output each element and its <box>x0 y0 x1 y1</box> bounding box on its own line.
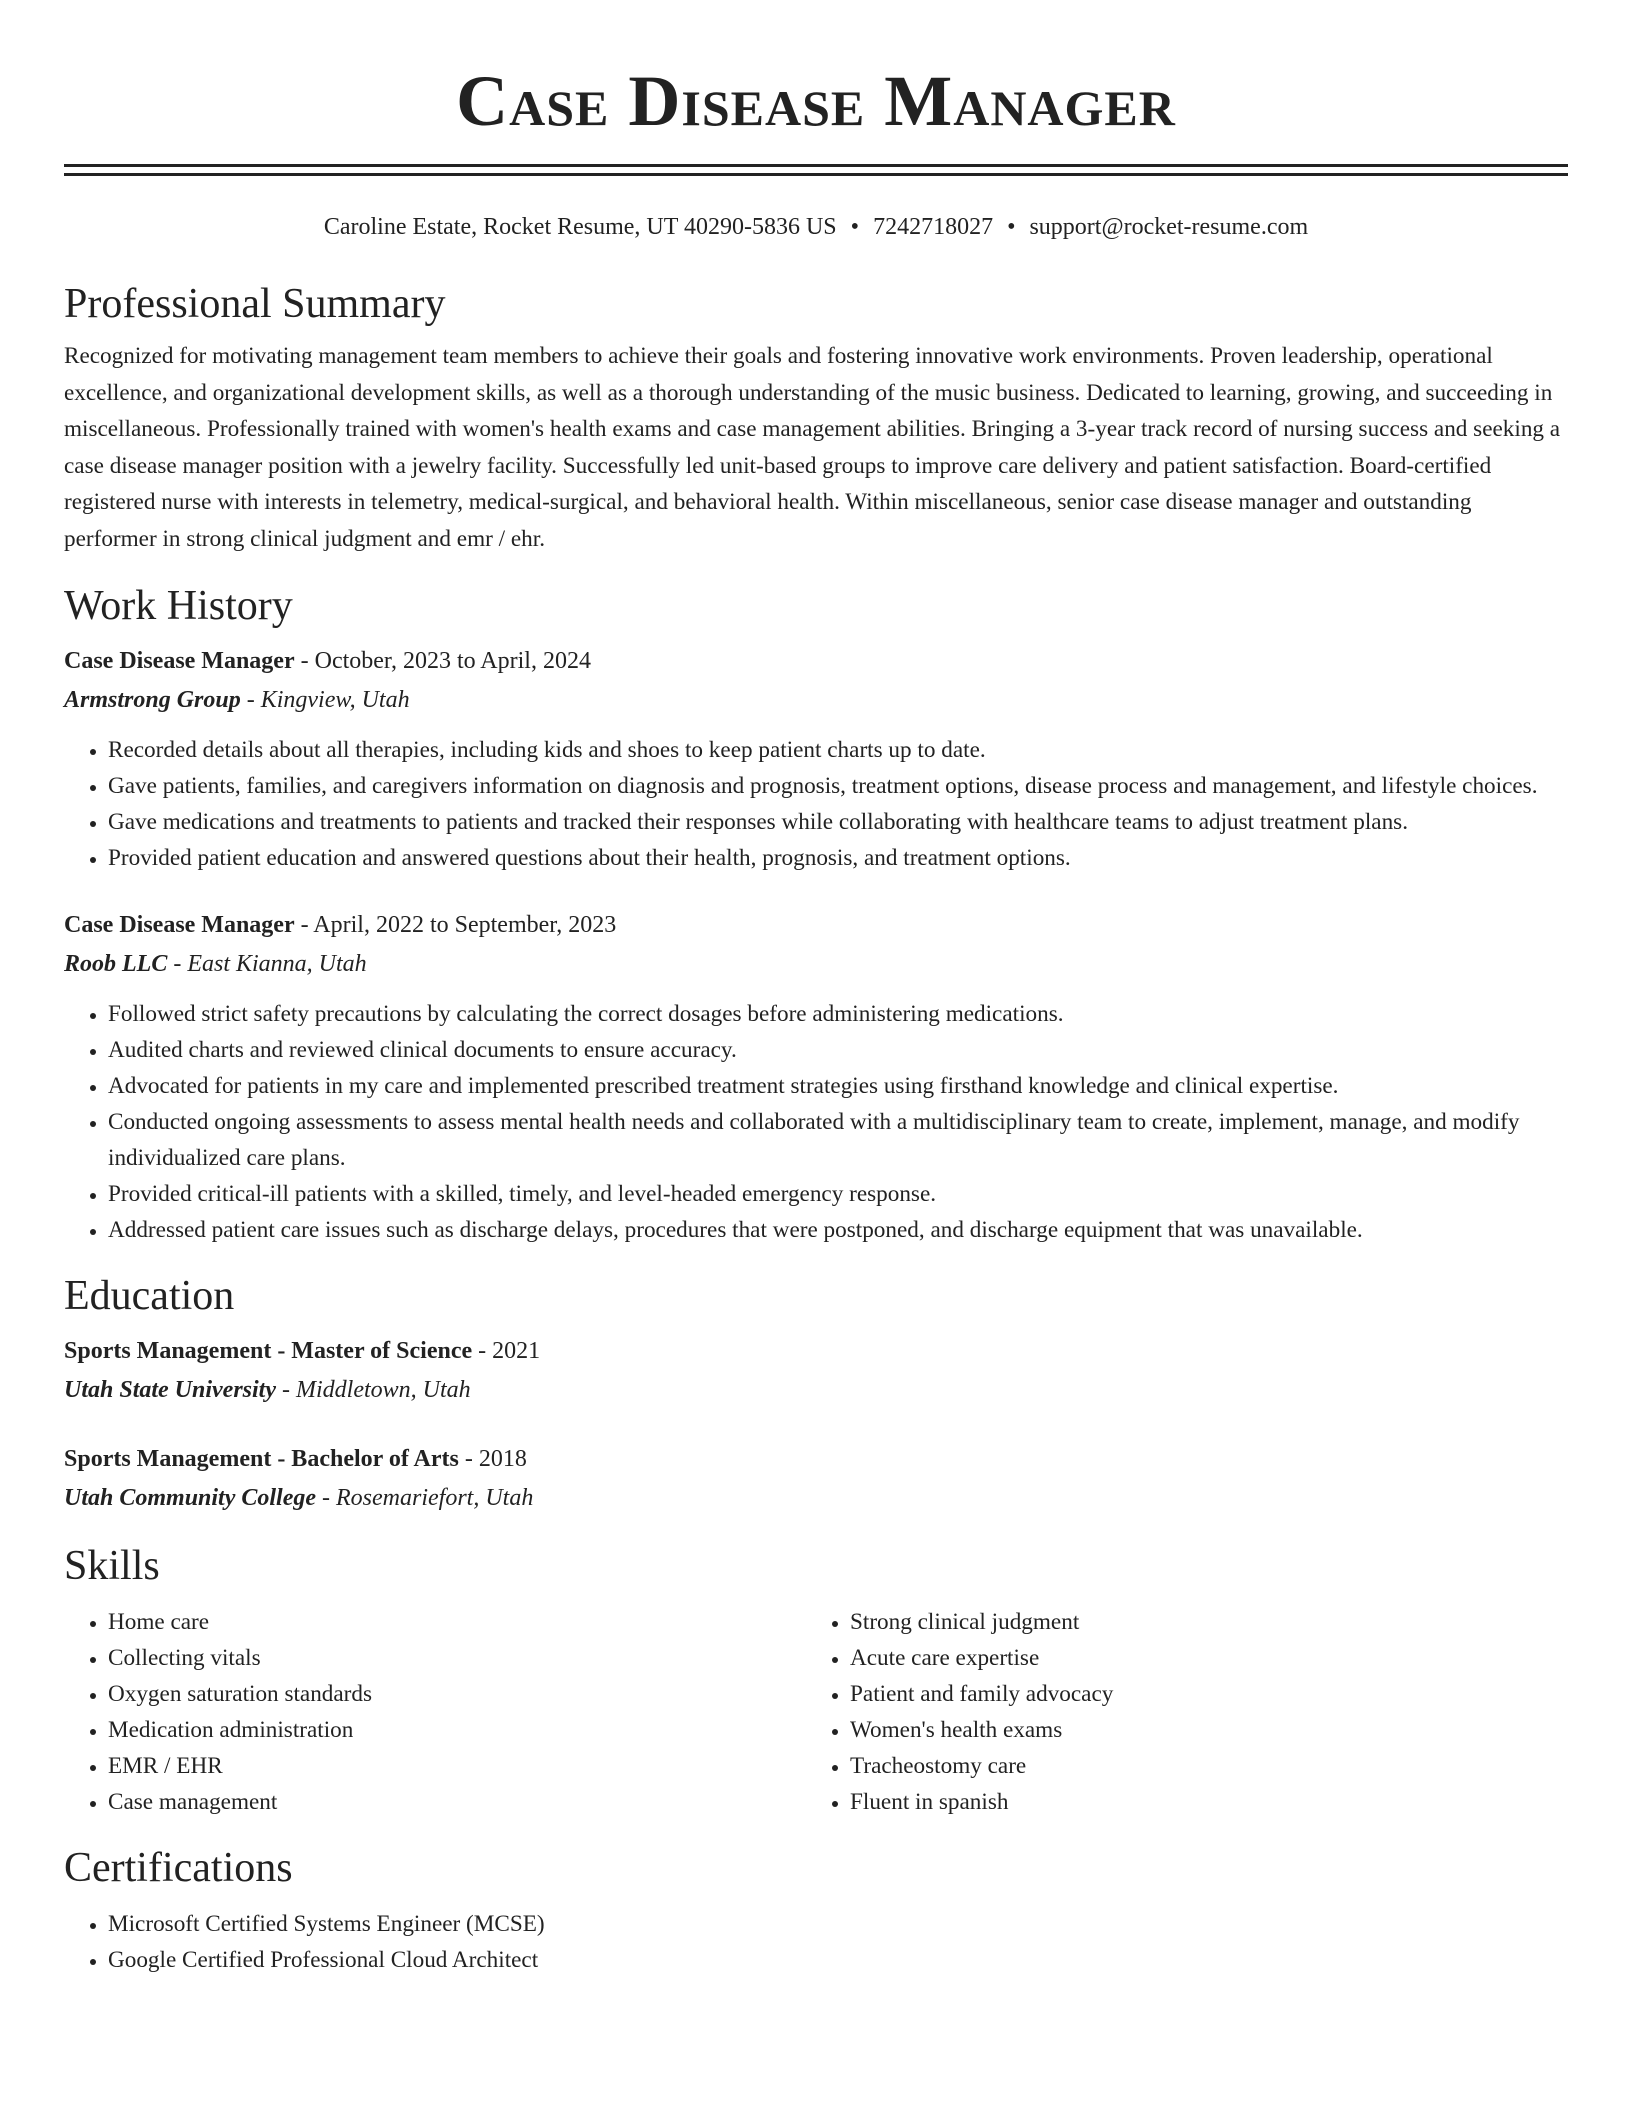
job-title: Case Disease Manager <box>64 911 295 938</box>
summary-section <box>64 278 1568 558</box>
job-location: - Kingview, Utah <box>240 686 410 713</box>
skill-item: • EMR / EHR <box>108 1748 806 1784</box>
skill-item: • Fluent in spanish <box>850 1784 1548 1820</box>
contact-separator: • <box>850 214 860 240</box>
certifications-section <box>64 1842 1568 1978</box>
education-degree: Sports Management - Master of Science <box>64 1337 473 1364</box>
job-duties-list <box>64 996 1568 1248</box>
education-degree-line <box>64 1332 1568 1370</box>
education-heading: Education <box>64 1272 235 1319</box>
skill-item: • Women's health exams <box>850 1712 1548 1748</box>
contact-separator: • <box>1007 214 1016 240</box>
job-duty: • Conducted ongoing assessments to assess mental health needs and collaborated with a multidisciplinary team to create, implement, manage, and modify individualized care plans. <box>108 1104 1568 1176</box>
skill-item: • Home care <box>108 1604 806 1640</box>
job-employer <box>64 944 1568 984</box>
skill-item: • Oxygen saturation standards <box>108 1676 806 1712</box>
summary-text: Recognized for motivating management team members to achieve their goals and fostering innovative work environments. Proven leadership, operational excellence, and organizational development skills, as well as a thorough understanding of the music business. Dedicated to learning, growing, and succeeding in miscellaneous. Professionally trained with women's health exams and case management abilities. Bringing a 3-year track record of nursing success and seeking a case disease manager position with a jewelry facility. Successfully led unit-based groups to improve care delivery and patient satisfaction. Board-certified registered nurse with interests in telemetry, medical-surgical, and behavioral health. Within miscellaneous, senior case disease manager and outstanding performer in strong clinical judgment and emr / ehr. <box>64 343 1561 552</box>
job-header <box>64 642 1568 680</box>
job-entry <box>64 642 1568 876</box>
education-school-line <box>64 1478 1568 1518</box>
skills-list <box>806 1604 1548 1820</box>
job-title: Case Disease Manager <box>64 647 295 674</box>
title-rule-top <box>64 164 1568 167</box>
education-degree-line <box>64 1440 1568 1478</box>
job-dates: - April, 2022 to September, 2023 <box>294 911 617 938</box>
skills-heading: Skills <box>64 1542 160 1589</box>
education-degree: Sports Management - Bachelor of Arts <box>64 1445 459 1472</box>
job-duty: • Audited charts and reviewed clinical documents to ensure accuracy. <box>108 1032 1568 1068</box>
education-section <box>64 1270 1568 1518</box>
skill-item: • Case management <box>108 1784 806 1820</box>
skill-item: • Strong clinical judgment <box>850 1604 1548 1640</box>
skill-item: • Patient and family advocacy <box>850 1676 1548 1712</box>
job-header <box>64 906 1568 944</box>
job-duty: • Gave patients, families, and caregivers information on diagnosis and prognosis, treatment options, disease process and management, and lifestyle choices. <box>108 768 1568 804</box>
contact-phone: 7242718027 <box>873 214 994 240</box>
education-school: Utah Community College <box>64 1484 317 1511</box>
job-duty: • Gave medications and treatments to patients and tracked their responses while collaborating with healthcare teams to adjust treatment plans. <box>108 804 1568 840</box>
contact-address: Caroline Estate, Rocket Resume, UT 40290-5836 US <box>323 214 837 240</box>
certification-item: • Microsoft Certified Systems Engineer (MCSE) <box>108 1906 1568 1942</box>
job-duty: • Provided critical-ill patients with a skilled, timely, and level-headed emergency response. <box>108 1176 1568 1212</box>
job-duty: • Advocated for patients in my care and implemented prescribed treatment strategies using firsthand knowledge and clinical expertise. <box>108 1068 1568 1104</box>
work-history-section <box>64 580 1568 1248</box>
certifications-heading: Certifications <box>64 1844 293 1891</box>
skill-item: • Acute care expertise <box>850 1640 1548 1676</box>
education-school-line <box>64 1370 1568 1410</box>
certifications-list <box>64 1906 1568 1978</box>
certification-item: • Google Certified Professional Cloud Architect <box>108 1942 1568 1978</box>
job-entry <box>64 906 1568 1248</box>
job-duty: • Recorded details about all therapies, including kids and shoes to keep patient charts up to date. <box>108 732 1568 768</box>
job-duty: • Addressed patient care issues such as discharge delays, procedures that were postponed, and discharge equipment that was unavailable. <box>108 1212 1568 1248</box>
job-location: - East Kianna, Utah <box>167 950 367 977</box>
job-company: Armstrong Group <box>64 686 241 713</box>
work-history-heading: Work History <box>64 582 293 629</box>
skills-section <box>64 1540 1568 1820</box>
title-rule-bottom <box>64 173 1568 176</box>
education-entry <box>64 1332 1568 1410</box>
skills-column-right <box>806 1604 1548 1820</box>
job-dates: - October, 2023 to April, 2024 <box>294 647 591 674</box>
job-duties-list <box>64 732 1568 876</box>
job-duty: • Followed strict safety precautions by calculating the correct dosages before administering medications. <box>108 996 1568 1032</box>
education-school: Utah State University <box>64 1376 277 1403</box>
education-location: - Middletown, Utah <box>276 1376 471 1403</box>
education-year: - 2018 <box>458 1445 527 1472</box>
skills-list <box>64 1604 806 1820</box>
skill-item: • Medication administration <box>108 1712 806 1748</box>
resume-title: Case Disease Manager <box>456 61 1176 141</box>
skill-item: • Collecting vitals <box>108 1640 806 1676</box>
education-location: - Rosemariefort, Utah <box>316 1484 534 1511</box>
resume-page <box>64 0 1568 1978</box>
job-duty: • Provided patient education and answered questions about their health, prognosis, and treatment options. <box>108 840 1568 876</box>
skills-column-left <box>64 1604 806 1820</box>
skill-item: • Tracheostomy care <box>850 1748 1548 1784</box>
skills-columns <box>64 1604 1568 1820</box>
contact-email: support@rocket-resume.com <box>1029 214 1309 240</box>
job-company: Roob LLC <box>64 950 168 977</box>
job-employer <box>64 680 1568 720</box>
education-year: - 2021 <box>472 1337 541 1364</box>
summary-heading: Professional Summary <box>64 281 446 327</box>
contact-line <box>64 210 1568 244</box>
education-entry <box>64 1440 1568 1518</box>
